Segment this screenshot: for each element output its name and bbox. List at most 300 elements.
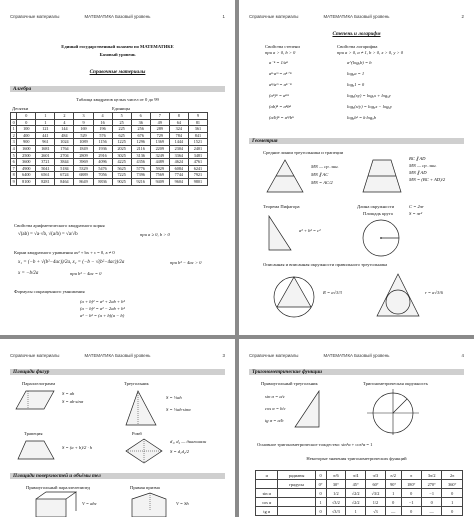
- pow-line: (ab)ⁿ = aⁿbⁿ: [269, 104, 291, 109]
- disc-pos: при b² − 4ac > 0: [170, 260, 202, 265]
- root-props-label: Свойства арифметического квадратного корня: [14, 223, 105, 228]
- tri-f1: S = ½ah: [166, 395, 182, 400]
- table-row: [11, 152, 208, 159]
- circle-area-label: Площадь круга: [363, 211, 393, 216]
- table-cell: 1444: [169, 139, 188, 146]
- table-head-cell: 0: [11, 119, 17, 126]
- table-cell: 841: [188, 132, 207, 139]
- log-props-label: Свойства логарифма: [337, 44, 378, 49]
- right-triangle-figure: [267, 214, 293, 252]
- table-cell: 1024: [55, 139, 74, 146]
- table-cell: 1: [36, 119, 55, 126]
- table-cell: 5041: [36, 165, 55, 172]
- header-mid: МАТЕМАТИКА Базовый уровень: [84, 353, 151, 358]
- bc2: MN — ср. лин.: [409, 163, 437, 168]
- table-cell: 256: [131, 126, 150, 133]
- table-head-cell: 6: [11, 159, 17, 166]
- table-head-cell: 4: [11, 145, 17, 152]
- table-cell: 2916: [93, 152, 112, 159]
- log-line: logₐ1 = 0: [347, 82, 365, 87]
- table-cell: 0°: [315, 480, 326, 489]
- table-cell: градусы: [278, 480, 315, 489]
- table-cell: 9: [74, 119, 93, 126]
- table-cell: 3844: [55, 159, 74, 166]
- header-left: Справочные материалы: [249, 14, 299, 19]
- table-cell: √3/2: [326, 498, 346, 507]
- table-cell: 625: [112, 132, 131, 139]
- table-cell: 2π: [442, 471, 463, 480]
- table-cell: 5776: [131, 165, 150, 172]
- log-line: logₐbᵏ = k·logₐb: [347, 115, 376, 120]
- table-head-cell: 3: [74, 113, 93, 120]
- page-number: 4: [461, 353, 464, 358]
- table-cell: 36: [131, 119, 150, 126]
- table-cell: 3969: [74, 159, 93, 166]
- table-cell: 4900: [17, 165, 36, 172]
- table-cell: 484: [55, 132, 74, 139]
- table-cell: 8281: [36, 178, 55, 185]
- rhomb-f1: d₁, d₂ — диагонали: [170, 439, 207, 444]
- table-cell: 2209: [150, 145, 169, 152]
- degrees-title: Степень и логарифм: [332, 31, 381, 37]
- rhomb-f2: S = d₁d₂/2: [170, 449, 190, 454]
- table-cell: 5929: [150, 165, 169, 172]
- table-cell: —: [421, 507, 441, 516]
- table-head-cell: 2: [55, 113, 74, 120]
- table-cell: π: [401, 471, 421, 480]
- pow-line: (a/b)ⁿ = aⁿ/bⁿ: [269, 115, 294, 120]
- table-cell: 49: [150, 119, 169, 126]
- table-row: [256, 489, 463, 498]
- table-row: [11, 139, 208, 146]
- table-cell: 1521: [188, 139, 207, 146]
- table-cell: 5184: [55, 165, 74, 172]
- table-cell: 8649: [74, 178, 93, 185]
- table-cell: 1: [385, 489, 401, 498]
- table-cell: 4489: [150, 159, 169, 166]
- midlines-label: Средние линии треугольника и трапеции: [263, 150, 344, 155]
- table-cell: 6561: [36, 172, 55, 179]
- page-2: [239, 0, 474, 335]
- table-cell: 1681: [36, 145, 55, 152]
- table-cell: 900: [17, 139, 36, 146]
- table-cell: 1/2: [366, 498, 386, 507]
- table-cell: 100: [17, 126, 36, 133]
- table-cell: [278, 498, 315, 507]
- page-4: [239, 339, 474, 517]
- page-1: [0, 0, 235, 335]
- table-cell: —: [385, 507, 401, 516]
- log-line: logₐa = 1: [347, 71, 365, 76]
- prism-figure: [130, 491, 170, 517]
- pow-line: (aⁿ)ᵐ = aⁿᵐ: [269, 93, 289, 98]
- log-line: logₐ(x/y) = logₐx − logₐy: [347, 104, 392, 109]
- table-cell: tg α: [256, 507, 278, 516]
- table-cell: 0: [315, 507, 326, 516]
- box-label: Прямоугольный параллелепипед: [26, 485, 91, 490]
- table-row: [11, 119, 208, 126]
- table-cell: 1600: [17, 145, 36, 152]
- right-tri-label: Прямоугольный треугольник: [261, 381, 318, 386]
- pyth-formula: a² + b² = c²: [299, 228, 321, 233]
- table-cell: 196: [93, 126, 112, 133]
- squares-table: [10, 112, 208, 186]
- table-cell: 441: [36, 132, 55, 139]
- table-cell: 9409: [150, 178, 169, 185]
- table-cell: 8836: [93, 178, 112, 185]
- header-mid: МАТЕМАТИКА Базовый уровень: [323, 14, 390, 19]
- table-cell: 3249: [150, 152, 169, 159]
- table-cell: −1: [401, 498, 421, 507]
- table-cell: 3π/2: [421, 471, 441, 480]
- table-head-cell: 8: [169, 113, 188, 120]
- table-cell: 6241: [188, 165, 207, 172]
- formula-2: (a − b)² = a² − 2ab + b²: [80, 306, 125, 311]
- page-number: 2: [461, 14, 464, 19]
- table-cell: 0: [315, 489, 326, 498]
- table-cell: 9801: [188, 178, 207, 185]
- page-header: [249, 353, 464, 358]
- mn3: MN = AC/2: [311, 180, 333, 185]
- table-cell: 121: [36, 126, 55, 133]
- section-areas: Площади фигур: [10, 369, 225, 375]
- table-cell: 7744: [169, 172, 188, 179]
- table-cell: 961: [36, 139, 55, 146]
- page-header: [10, 353, 225, 358]
- tg-formula: tg α = a/b: [265, 418, 284, 423]
- table-row: [256, 471, 463, 480]
- table-cell: 1296: [131, 139, 150, 146]
- table-cell: 16: [93, 119, 112, 126]
- table-cell: √3/3: [326, 507, 346, 516]
- page-3: [0, 339, 235, 517]
- table-cell: 784: [169, 132, 188, 139]
- header-left: Справочные материалы: [10, 14, 60, 19]
- table-cell: радианы: [278, 471, 315, 480]
- bc3: MN ∥ AD: [409, 170, 427, 175]
- table-cell: π/4: [346, 471, 366, 480]
- table-cell: 2704: [55, 152, 74, 159]
- table-cell: √3: [366, 507, 386, 516]
- table-cell: 400: [17, 132, 36, 139]
- cos-formula: cos α = b/c: [265, 406, 286, 411]
- table-head-cell: 4: [93, 113, 112, 120]
- prism-label: Прямая призма: [130, 485, 160, 490]
- table-caption: Таблица квадратов целых чисел от 0 до 99: [76, 97, 159, 102]
- table-cell: 8464: [55, 178, 74, 185]
- doc-title-line1: Единый государственный экзамен по МАТЕМАТИКЕ: [61, 44, 174, 49]
- table-cell: [278, 507, 315, 516]
- pow-props-label: Свойства степени: [265, 44, 300, 49]
- formula-1: (a + b)² = a² + 2ab + b²: [80, 299, 125, 304]
- table-cell: 361: [188, 126, 207, 133]
- bc4: MN = (BC + AD)/2: [409, 177, 446, 182]
- table-cell: 3136: [131, 152, 150, 159]
- table-cell: 2500: [17, 152, 36, 159]
- par-f2: S = ab·sinα: [62, 399, 84, 404]
- table-head-cell: 7: [11, 165, 17, 172]
- table-cell: cos α: [256, 498, 278, 507]
- table-cell: 1: [442, 498, 463, 507]
- table-cell: 2601: [36, 152, 55, 159]
- pow-line: aⁿ·aᵐ = aⁿ⁺ᵐ: [269, 71, 292, 76]
- trig-circle-figure: [365, 387, 421, 437]
- mn2: MN ∥ AC: [311, 172, 329, 177]
- trap-f: S = (a + b)/2 · h: [62, 445, 93, 450]
- table-cell: 1849: [74, 145, 93, 152]
- table-cell: 6889: [74, 172, 93, 179]
- table-cell: 2401: [188, 145, 207, 152]
- circle-len-formula: C = 2πr: [409, 204, 424, 209]
- table-row: [11, 178, 208, 185]
- disc-zero: при b² − 4ac = 0: [70, 271, 102, 276]
- trig-values-table: [255, 470, 463, 516]
- R-formula: R = a√3/3: [323, 290, 342, 295]
- table-cell: 576: [93, 132, 112, 139]
- header-left: Справочные материалы: [249, 353, 299, 358]
- triangle-label: Треугольник: [124, 381, 149, 386]
- table-row: [256, 498, 463, 507]
- table-head-cell: 0: [17, 113, 36, 120]
- r-formula: r = a√3/6: [425, 290, 443, 295]
- table-cell: 0: [421, 498, 441, 507]
- table-cell: 3721: [36, 159, 55, 166]
- table-cell: 7056: [93, 172, 112, 179]
- circumscribed-figure: [269, 270, 319, 320]
- page-header: [10, 14, 225, 19]
- table-cell: 1936: [93, 145, 112, 152]
- table-cell: sin α: [256, 489, 278, 498]
- log-line: a^(logₐb) = b: [347, 60, 372, 65]
- table-cell: 4: [55, 119, 74, 126]
- parallelogram-figure: [14, 389, 56, 411]
- table-cell: 1089: [74, 139, 93, 146]
- table-cell: 9604: [169, 178, 188, 185]
- sin-formula: sin α = a/c: [265, 394, 285, 399]
- table-cell: 144: [55, 126, 74, 133]
- table-cell: 270°: [421, 480, 441, 489]
- table-cell: 64: [169, 119, 188, 126]
- table-cell: 180°: [401, 480, 421, 489]
- circle-area-formula: S = πr²: [409, 211, 423, 216]
- pythagoras-label: Теорема Пифагора: [263, 204, 300, 209]
- table-cell: 2809: [74, 152, 93, 159]
- parallelogram-label: Параллелограмм: [22, 381, 55, 386]
- table-cell: 2304: [169, 145, 188, 152]
- table-cell: 7569: [150, 172, 169, 179]
- table-cell: 7396: [131, 172, 150, 179]
- table-cell: π/2: [385, 471, 401, 480]
- table-cell: 2116: [131, 145, 150, 152]
- pow-line: a⁻ⁿ = 1/aⁿ: [269, 60, 288, 65]
- table-row: [11, 165, 208, 172]
- table-row: [11, 132, 208, 139]
- table-cell: 3025: [112, 152, 131, 159]
- table-cell: [278, 489, 315, 498]
- table-cell: 9025: [112, 178, 131, 185]
- triangle-midline-figure: [265, 158, 305, 194]
- circle-len-label: Длина окружности: [357, 204, 395, 209]
- table-cell: 3600: [17, 159, 36, 166]
- table-cell: 2025: [112, 145, 131, 152]
- table-cell: −1: [421, 489, 441, 498]
- values-caption: Некоторые значения тригонометрических функций: [306, 456, 407, 461]
- table-head-cell: 1: [11, 126, 17, 133]
- table-cell: 360°: [442, 480, 463, 489]
- table-cell: 6084: [169, 165, 188, 172]
- table-cell: 1369: [150, 139, 169, 146]
- table-cell: π/3: [366, 471, 386, 480]
- prism-f: V = Sh: [176, 501, 189, 506]
- page-header: [249, 14, 464, 19]
- rhombus-label: Ромб: [132, 431, 142, 436]
- trapezoid-figure: [16, 439, 56, 461]
- circle-figure: [359, 218, 403, 258]
- table-cell: 1: [346, 507, 366, 516]
- section-algebra: Алгебра: [10, 86, 225, 92]
- section-trig: Тригонометрические функции: [249, 369, 464, 375]
- table-cell: 1156: [93, 139, 112, 146]
- trig-circle-label: Тригонометрическая окружность: [363, 381, 429, 386]
- doc-subtitle: Справочные материалы: [89, 69, 146, 75]
- mn1: MN — ср. лин.: [311, 164, 339, 169]
- table-cell: 289: [150, 126, 169, 133]
- circles-label: Описанная и вписанная окружности правильного треугольника: [263, 262, 388, 267]
- table-cell: √2/2: [346, 498, 366, 507]
- table-cell: 0: [401, 507, 421, 516]
- table-cell: 676: [131, 132, 150, 139]
- table-cell: 225: [112, 126, 131, 133]
- table-cell: 529: [74, 132, 93, 139]
- table-head-cell: 2: [11, 132, 17, 139]
- table-cell: 324: [169, 126, 188, 133]
- short-mult-label: Формулы сокращенного умножения: [14, 289, 85, 294]
- table-cell: 4225: [112, 159, 131, 166]
- table-cell: 1764: [55, 145, 74, 152]
- table-cell: 30°: [326, 480, 346, 489]
- identity: Основное тригонометрическое тождество: sin²α + cos²α = 1: [257, 442, 373, 447]
- tri-f2: S = ½ab·sinα: [166, 407, 191, 412]
- pow-line: aⁿ/aᵐ = aⁿ⁻ᵐ: [269, 82, 292, 87]
- formula-3: a² − b² = (a + b)(a − b): [80, 313, 125, 318]
- table-head-cell: 9: [188, 113, 207, 120]
- table-cell: 5329: [74, 165, 93, 172]
- trapezoid-label: Трапеция: [24, 431, 43, 436]
- table-head-cell: 1: [36, 113, 55, 120]
- table-cell: 4356: [131, 159, 150, 166]
- trapezoid-midline-figure: [361, 158, 403, 194]
- table-cell: 25: [112, 119, 131, 126]
- table-cell: 9216: [131, 178, 150, 185]
- table-cell: 8100: [17, 178, 36, 185]
- table-head-cell: 7: [150, 113, 169, 120]
- quad-roots-label: Корни квадратного уравнения ax² + bx + c = 0, a ≠ 0: [14, 250, 115, 255]
- table-cell: 0: [401, 489, 421, 498]
- table-row: [11, 145, 208, 152]
- table-cell: 81: [188, 119, 207, 126]
- table-cell: 169: [74, 126, 93, 133]
- pow-cond: при a > 0, b > 0: [265, 50, 296, 55]
- page-number: 1: [222, 14, 225, 19]
- header-mid: МАТЕМАТИКА Базовый уровень: [84, 14, 151, 19]
- page-number: 3: [222, 353, 225, 358]
- table-cell: 1: [315, 498, 326, 507]
- table-cell: α: [256, 471, 278, 480]
- root-props-formula: √(ab) = √a·√b, √(a/b) = √a/√b: [18, 232, 78, 237]
- table-cell: 5476: [93, 165, 112, 172]
- table-cell: π/6: [326, 471, 346, 480]
- table-head-cell: 6: [131, 113, 150, 120]
- table-row: [256, 507, 463, 516]
- table-cell: 3481: [188, 152, 207, 159]
- table-head-cell: 8: [11, 172, 17, 179]
- trig-right-triangle: [293, 389, 321, 429]
- table-cell: 0: [442, 489, 463, 498]
- section-geometry: Геометрия: [249, 138, 464, 144]
- table-head-cell: 5: [112, 113, 131, 120]
- log-line: logₐ(xy) = logₐx + logₐy: [347, 93, 391, 98]
- table-cell: 0: [385, 498, 401, 507]
- table-header-units: Единицы: [112, 106, 131, 111]
- section-volumes: Площади поверхностей и объёмы тел: [10, 473, 225, 479]
- table-head-cell: 3: [11, 139, 17, 146]
- table-cell: 4761: [188, 159, 207, 166]
- box-figure: [34, 491, 78, 517]
- header-left: Справочные материалы: [10, 353, 60, 358]
- table-cell: √2/2: [346, 489, 366, 498]
- bc1: BC ∥ AD: [409, 156, 426, 161]
- table-cell: 4624: [169, 159, 188, 166]
- table-row: [11, 172, 208, 179]
- log-cond: при a > 0, a ≠ 1, b > 0, x > 0, y > 0: [337, 50, 404, 55]
- par-f1: S = ah: [62, 391, 75, 396]
- root-props-cond: при a ≥ 0, b > 0: [140, 232, 170, 237]
- table-row: [11, 126, 208, 133]
- table-cell: 3364: [169, 152, 188, 159]
- doc-title-line2: Базовый уровень: [99, 52, 136, 57]
- table-cell: 729: [150, 132, 169, 139]
- triangle-figure: [124, 389, 158, 427]
- table-cell: 0: [442, 507, 463, 516]
- quad-roots-formula1: x₁ = (−b + √(b²−4ac))/2a, x₂ = (−b − √(b²−4ac))/2a: [18, 260, 125, 265]
- table-cell: 0: [17, 119, 36, 126]
- table-cell: [256, 480, 278, 489]
- table-cell: 45°: [346, 480, 366, 489]
- table-cell: 1225: [112, 139, 131, 146]
- table-cell: 90°: [385, 480, 401, 489]
- table-cell: 0: [315, 471, 326, 480]
- header-mid: МАТЕМАТИКА Базовый уровень: [323, 353, 390, 358]
- table-cell: 7225: [112, 172, 131, 179]
- rhombus-figure: [124, 437, 164, 465]
- table-row: [11, 113, 208, 120]
- table-cell: 6724: [55, 172, 74, 179]
- table-row: [256, 480, 463, 489]
- table-header-tens: Десятки: [12, 106, 29, 111]
- box-f: V = abc: [82, 501, 97, 506]
- table-cell: 60°: [366, 480, 386, 489]
- table-head-cell: 5: [11, 152, 17, 159]
- table-head-cell: 9: [11, 178, 17, 185]
- inscribed-figure: [373, 270, 423, 320]
- table-cell: √3/2: [366, 489, 386, 498]
- table-cell: 5625: [112, 165, 131, 172]
- table-row: [11, 159, 208, 166]
- table-cell: 6400: [17, 172, 36, 179]
- table-cell: 1/2: [326, 489, 346, 498]
- table-cell: 7921: [188, 172, 207, 179]
- table-cell: 4096: [93, 159, 112, 166]
